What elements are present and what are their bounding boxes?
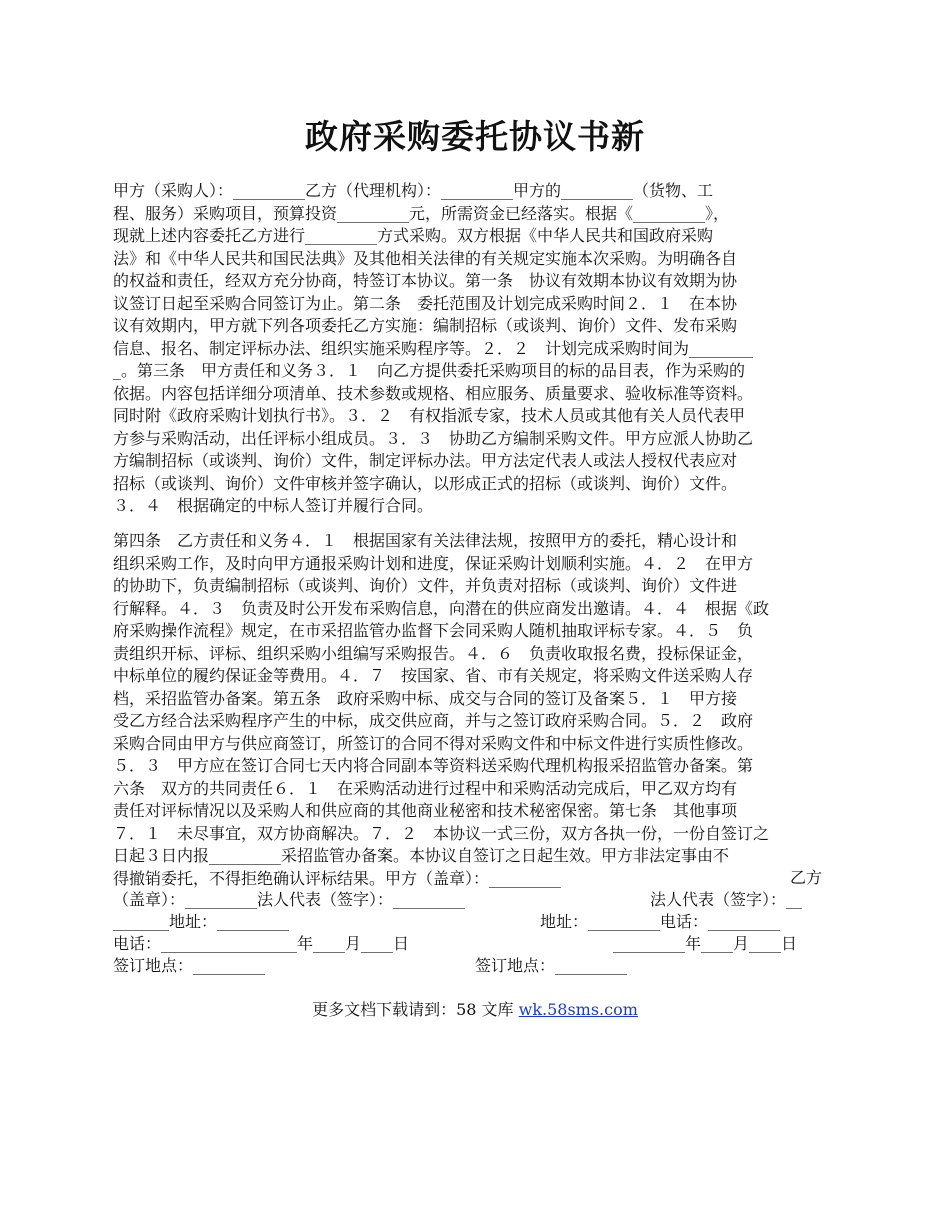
signature-row-1-left: （盖章）：_________法人代表（签字）：_________ <box>113 890 466 909</box>
signature-row-3-left: 电话：_________________年____月____日 <box>113 934 410 953</box>
signature-row-3-right: _________年____月____日 <box>613 934 798 953</box>
signature-row-2-left: _______地址：_________ <box>113 912 290 931</box>
agreement-paragraph-2: 第四条 乙方责任和义务４．１ 根据国家有关法律法规，按照甲方的委托，精心设计和 组织采购工作，及时向甲方通报采购计划和进度，保证采购计划顺利实施。４．２ 在甲方 的协助下，负责编制招标（或谈判、询价）文件，并负责对招标（或谈判、询价）文件进 行解释。４．３ 负责及时公开发布采购信息，向潜在的供应商发出邀请。４．４ 根据《政 府采购操作流程》规定，在市采招监管办监督下会同采购人随机抽取评标专家。４．５ 负 责组织开标、评标、组织采购小组编写采购报告。４．６ 负责收取报名费，投标保证金， 中标单位的履约保证金等费用。４．７ 按国家、省、市有关规定，将采购文件送采购人存 档，采招监管办备案。第五条 政府采购中标、成交与合同的签订及备案５．１ 甲方接 受乙方经合法采购程序产生的中标，成交供应商，并与之签订政府采购合同。５．２ 政府 采购合同由甲方与供应商签订，所签订的合同不得对采购文件和中标文件进行实质性修改。 ５．３ 甲方应在签订合同七天内将合同副本等资料送采购代理机构报采招监管办备案。第 六条 双方的共同责任６．１ 在采购活动进行过程中和采购活动完成后，甲乙双方均有 责任对评标情况以及采购人和供应商的其他商业秘密和技术秘密保密。第七条 其他事项 ７．１ 未尽事宜，双方协商解决。７．２ 本协议一式三份，双方各执一份，一份自签订之 日起３日内报_________采招监管办备案。本协议自签订之日起生效。甲方非法定事由不 得撤销委托，不得拒绝确认评标结果。甲方（盖章）：_________ <box>113 531 770 888</box>
footer-prefix: 更多文档下载请到：58 文库 <box>312 1000 519 1019</box>
document-title: 政府采购委托协议书新 <box>305 117 645 156</box>
signature-row-4-left: 签订地点：_________ <box>113 956 266 975</box>
signature-row-2-right: 地址：_________电话：_________ <box>540 912 781 931</box>
footer-link[interactable]: wk.58sms.com <box>518 1000 638 1019</box>
agreement-paragraph-1: 甲方（采购人）：_________乙方（代理机构）：_________甲方的_________（货物、工 程、服务）采购项目，预算投资_________元，所需资金已经落实。根据《_________》， 现就上述内容委托乙方进行_________方式采购。双方根据《中华人民共和国政府采购 法》和《中华人民共和国民法典》及其他相关法律的有关规定实施本次采购。为明确各自 的权益和责任，经双方充分协商，特签订本协议。第一条 协议有效期本协议有效期为协 议签订日起至采购合同签订为止。第二条 委托范围及计划完成采购时间２．１ 在本协 议有效期内，甲方就下列各项委托乙方实施：编制招标（或谈判、询价）文件、发布采购 信息、报名、制定评标办法、组织实施采购程序等。２．２ 计划完成采购时间为________ _。第三条 甲方责任和义务３．１ 向乙方提供委托采购项目的标的品目表，作为采购的 依据。内容包括详细分项清单、技术参数或规格、相应服务、质量要求、验收标准等资料。 同时附《政府采购计划执行书》。３．２ 有权指派专家，技术人员或其他有关人员代表甲 方参与采购活动，出任评标小组成员。３．３ 协助乙方编制采购文件。甲方应派人协助乙 方编制招标（或谈判、询价）文件，制定评标办法。甲方法定代表人或法人授权代表应对 招标（或谈判、询价）文件审核并签字确认，以形成正式的招标（或谈判、询价）文件。 ３．４ 根据确定的中标人签订并履行合同。 <box>113 181 754 515</box>
party-b-label: 乙方 <box>790 868 823 887</box>
signature-row-4-right: 签订地点：_________ <box>475 956 628 975</box>
signature-row-1-right: 法人代表（签字）：__ <box>650 890 803 909</box>
download-footer <box>0 998 950 1022</box>
